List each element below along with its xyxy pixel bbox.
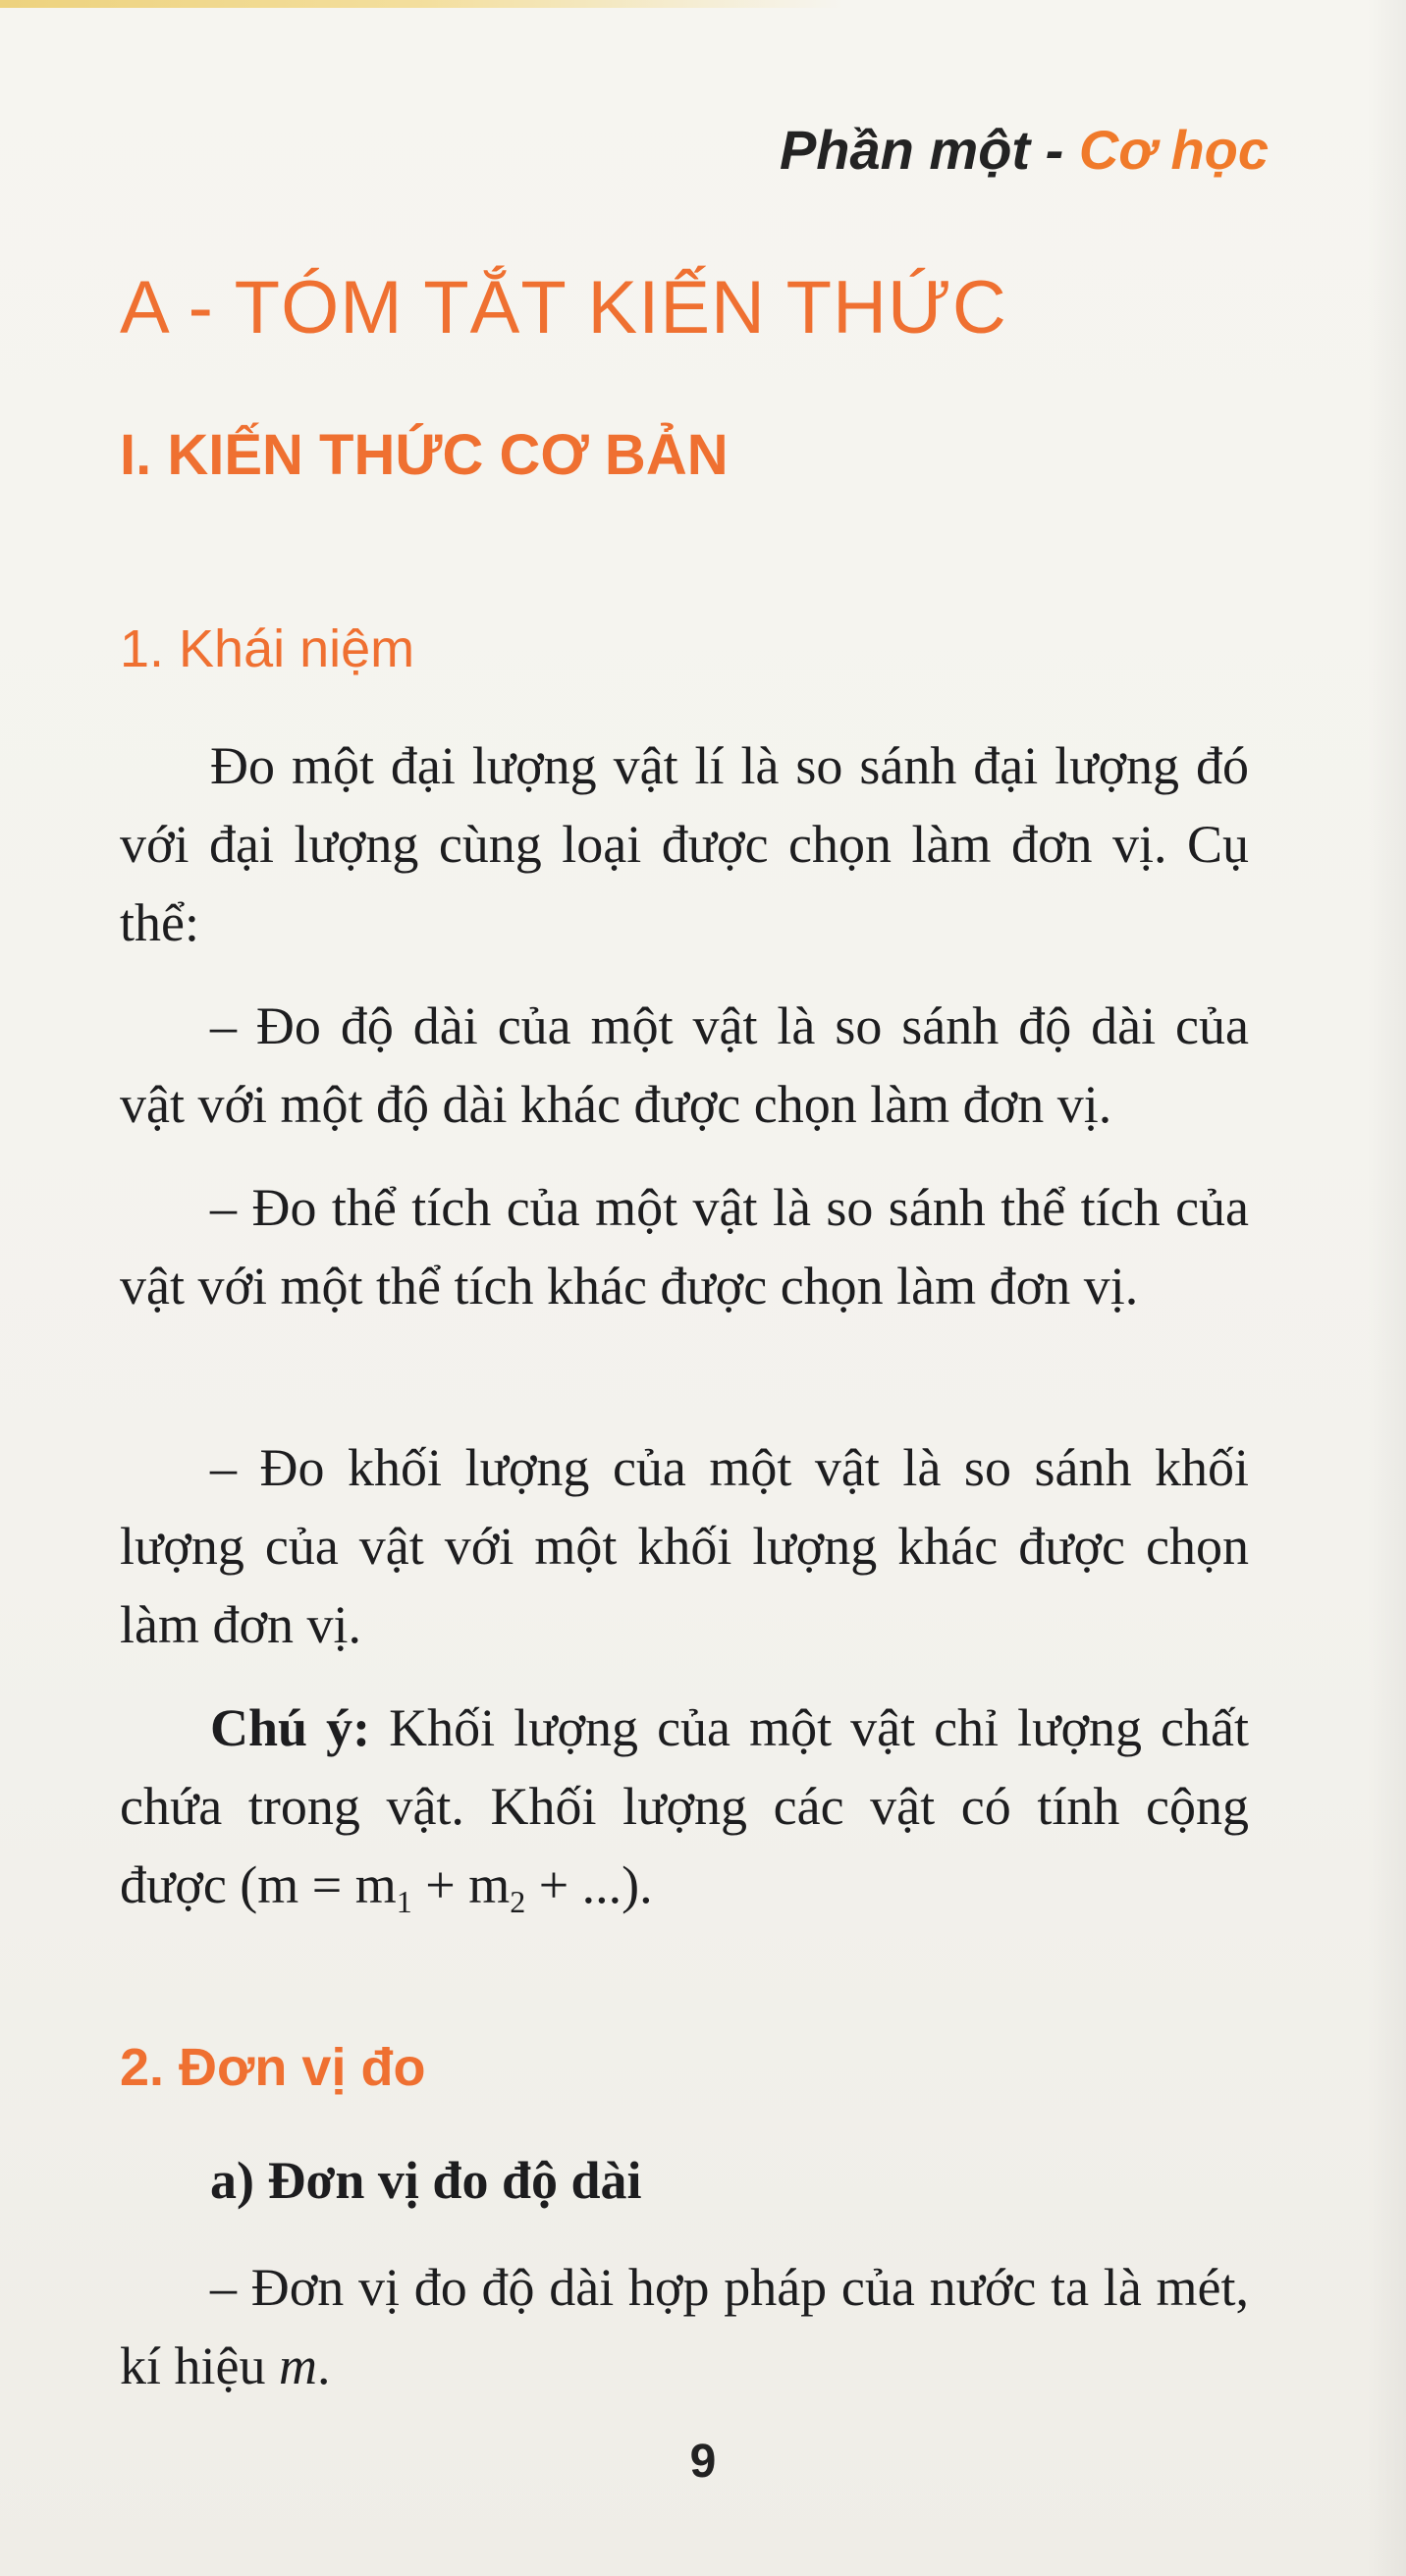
concept-item-volume: – Đo thể tích của một vật là so sánh thể tích của vật với một thể tích khác được chọn làm đơn vị. [120, 1178, 1249, 1315]
meter-symbol: m [278, 2336, 317, 2395]
concept-intro: Đo một đại lượng vật lí là so sánh đại lượng đó với đại lượng cùng loại được chọn làm đơn vị. Cụ thể: [120, 736, 1249, 952]
header-part: Phần một [779, 119, 1031, 181]
length-units-end: . [316, 2336, 331, 2395]
note-text: Khối lượng của một vật chỉ lượng chất chứa trong vật. Khối lượng các vật có tính cộng được (m = m [120, 1698, 1249, 1914]
length-units-item [120, 2248, 1249, 2405]
concept-note [120, 1689, 1249, 1924]
concept-item-length: – Đo độ dài của một vật là so sánh độ dài của vật với một độ dài khác được chọn làm đơn vị. [120, 996, 1249, 1134]
concept-heading: 1. Khái niệm [120, 619, 415, 678]
section-heading: I. KIẾN THỨC CƠ BẢN [120, 423, 729, 487]
units-heading: 2. Đơn vị đo [120, 2038, 426, 2097]
page-shadow [1367, 0, 1406, 2576]
note-subscript-1: 1 [396, 1884, 412, 1919]
page-number: 9 [689, 2436, 717, 2488]
header-subject: Cơ học [1078, 119, 1269, 181]
header-separator: - [1030, 119, 1079, 181]
note-label: Chú ý: [210, 1698, 371, 1757]
chapter-title: A - TÓM TẮT KIẾN THỨC [120, 266, 1007, 349]
note-subscript-2: 2 [510, 1884, 526, 1919]
length-units-text: – Đơn vị đo độ dài hợp pháp của nước ta là mét, kí hiệu [120, 2258, 1249, 2395]
page-top-edge [0, 0, 1406, 8]
running-header [780, 118, 1269, 182]
length-units-subheading: a) Đơn vị đo độ dài [210, 2151, 642, 2210]
note-end: + ...). [525, 1855, 653, 1914]
concept-item-mass: – Đo khối lượng của một vật là so sánh khối lượng của vật với một khối lượng khác được chọn làm đơn vị. [120, 1438, 1249, 1654]
note-mid: + m [411, 1855, 511, 1914]
